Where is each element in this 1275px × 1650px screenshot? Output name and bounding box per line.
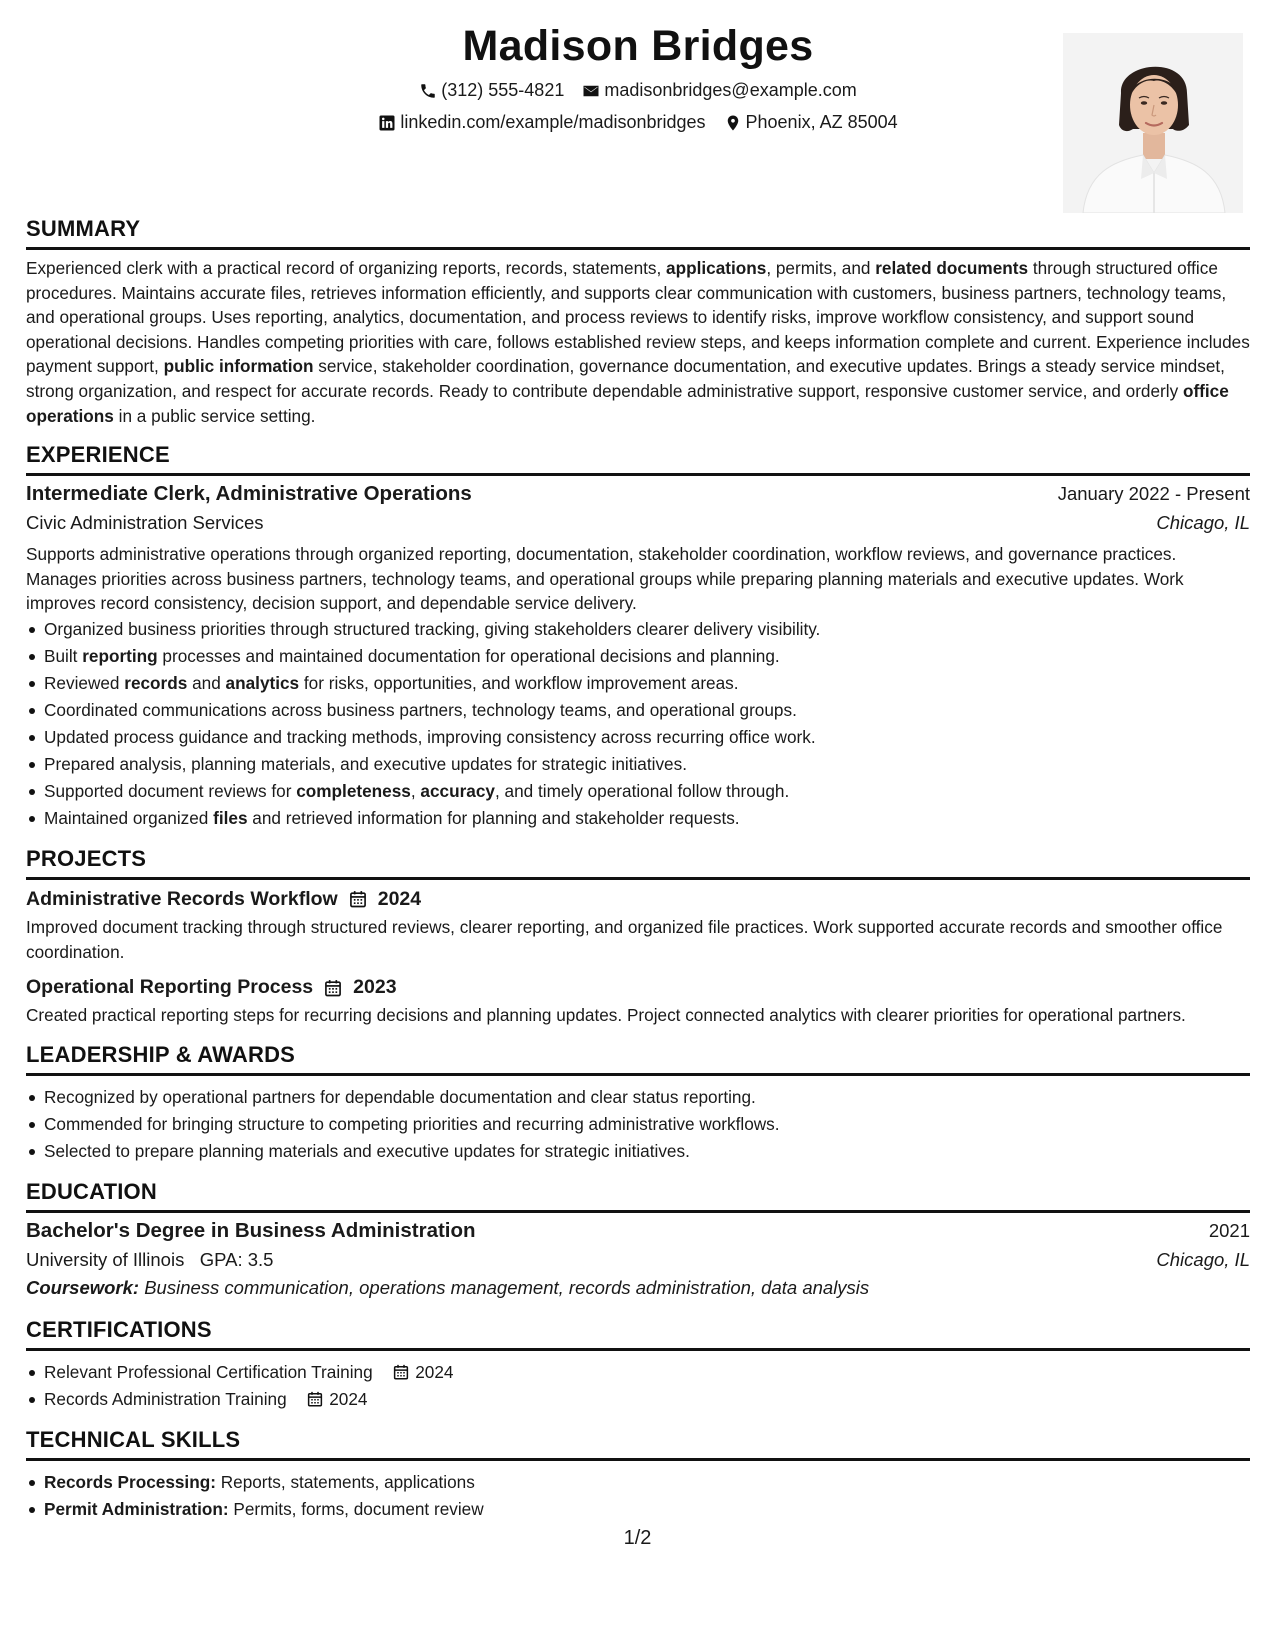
- bullet-bold: reporting: [82, 645, 158, 666]
- skill-label: Permit Administration:: [44, 1498, 229, 1519]
- leadership-section: [26, 1042, 1250, 1165]
- envelope-icon: [582, 82, 600, 100]
- projects-heading: PROJECTS: [26, 846, 1250, 880]
- certifications-list: [26, 1359, 1250, 1413]
- job-header-row: [26, 482, 1250, 506]
- coursework-text: Business communication, operations management, records administration, data analysis: [144, 1276, 870, 1298]
- project-description: Created practical reporting steps for recurring decisions and planning updates. Project connected analytics with clearer priorities for operational partners.: [26, 1005, 1186, 1026]
- leadership-list: [26, 1084, 1250, 1165]
- skill-label: Records Processing:: [44, 1471, 216, 1492]
- list-item: [44, 1496, 1250, 1523]
- bullet-text: and: [187, 672, 226, 693]
- experience-heading: EXPERIENCE: [26, 442, 1250, 476]
- bullet-text: Prepared analysis, planning materials, and executive updates for strategic initiatives.: [44, 753, 687, 774]
- summary-text-part: service, stakeholder coordination, governance documentation, and executive updates. Brings a steady service mindset, strong organization, and respect for accurate records. Ready to contribute dependable administrative support, responsive customer service, and orderly: [26, 356, 1225, 401]
- certification-entry: [44, 1386, 367, 1413]
- email-text: madisonbridges@example.com: [604, 80, 857, 100]
- bullet-text: Coordinated communications across business partners, technology teams, and operational groups.: [44, 699, 797, 720]
- summary-bold-term: applications: [666, 258, 767, 278]
- summary-text: [26, 256, 1250, 428]
- bullet-text: and retrieved information for planning and stakeholder requests.: [247, 807, 740, 828]
- bullet-text: Organized business priorities through structured tracking, giving stakeholders clearer delivery visibility.: [44, 618, 821, 639]
- education-heading: EDUCATION: [26, 1179, 1250, 1213]
- summary-section: [26, 216, 1250, 428]
- coursework: [26, 1277, 1250, 1299]
- calendar-icon: [392, 1363, 410, 1381]
- phone-contact[interactable]: [419, 80, 564, 101]
- calendar-icon: [348, 889, 368, 909]
- list-item: [44, 1386, 1250, 1413]
- summary-text-part: through structured office procedures. Maintains accurate files, retrieves information efficiently, and supports clear communication with customers, business partners, technology teams, and operational groups. Uses reporting, analytics, documentation, and process reviews to identify risks, improve workflow consistency, and support sound operational decisions. Handles competing priorities with care, follows established review steps, and keeps information complete and current. Experience includes payment support,: [26, 258, 1250, 377]
- gpa: GPA: 3.5: [199, 1248, 274, 1270]
- summary-text-part: , permits, and: [766, 258, 876, 278]
- skill-value: Permits, forms, document review: [233, 1498, 484, 1519]
- profile-photo: [1063, 33, 1243, 213]
- leadership-heading: LEADERSHIP & AWARDS: [26, 1042, 1250, 1076]
- degree-row: [26, 1219, 1250, 1243]
- job-description: Supports administrative operations through organized reporting, documentation, stakeholder coordination, workflow reviews, and governance practices. Manages priorities across business partners, technology teams, and operational groups while preparing planning materials and executive updates. Work improves record consistency, decision support, and dependable service delivery.: [26, 544, 1184, 614]
- calendar-icon: [323, 978, 343, 998]
- location-contact: [724, 112, 898, 133]
- linkedin-text: linkedin.com/example/madisonbridges: [400, 112, 706, 132]
- job-title: Intermediate Clerk, Administrative Operations: [26, 482, 472, 506]
- resume-header: [26, 0, 1250, 222]
- job-company-row: [26, 512, 1250, 534]
- certification-entry: [44, 1359, 453, 1386]
- bullet-text: , and timely operational follow through.: [494, 780, 790, 801]
- linkedin-contact[interactable]: [378, 112, 705, 133]
- summary-bold-term: related documents: [875, 258, 1029, 278]
- graduation-year: 2021: [1208, 1219, 1250, 1241]
- certification-year: 2024: [329, 1388, 368, 1409]
- summary-heading: SUMMARY: [26, 216, 1250, 250]
- project-name: Operational Reporting Process: [26, 976, 314, 999]
- email-contact[interactable]: [582, 80, 856, 101]
- page-number: 1/2: [623, 1527, 652, 1549]
- projects-section: [26, 846, 1250, 1028]
- degree-name: Bachelor's Degree in Business Administration: [26, 1218, 476, 1242]
- certification-name: Records Administration Training: [44, 1388, 287, 1409]
- list-item: [44, 643, 1250, 670]
- map-pin-icon: [724, 114, 742, 132]
- bullet-text: for risks, opportunities, and workflow improvement areas.: [299, 672, 739, 693]
- certification-name: Relevant Professional Certification Training: [44, 1361, 373, 1382]
- project-description: Improved document tracking through structured reviews, clearer reporting, and organized file practices. Work supported accurate records and smoother office coordination.: [26, 916, 1223, 962]
- project-year: 2023: [353, 976, 397, 999]
- project-year: 2024: [377, 887, 422, 910]
- project-title-row: [26, 976, 1250, 999]
- phone-text: (312) 555-4821: [441, 80, 565, 100]
- bullet-text: Updated process guidance and tracking methods, improving consistency across recurring office work.: [44, 726, 816, 747]
- list-item: [44, 724, 1250, 751]
- skills-section: [26, 1427, 1250, 1523]
- list-item: [44, 1359, 1250, 1386]
- experience-section: [26, 442, 1250, 832]
- list-item: [44, 697, 1250, 724]
- list-item: Recognized by operational partners for dependable documentation and clear status reporting.: [44, 1084, 1250, 1111]
- job-location: Chicago, IL: [1156, 512, 1250, 534]
- certifications-section: [26, 1317, 1250, 1413]
- bullet-text: Reviewed: [44, 672, 125, 693]
- phone-icon: [419, 82, 437, 100]
- list-item: Selected to prepare planning materials and executive updates for strategic initiatives.: [44, 1138, 1250, 1165]
- list-item: [44, 805, 1250, 832]
- skill-value: Reports, statements, applications: [220, 1471, 475, 1492]
- project-title-row: [26, 888, 1250, 911]
- bullet-bold: completeness: [296, 780, 411, 801]
- school-info: [26, 1249, 273, 1271]
- candidate-name: Madison Bridges: [462, 22, 814, 70]
- resume-page: [26, 0, 1250, 1523]
- list-item: [44, 778, 1250, 805]
- bullet-text: processes and maintained documentation for operational decisions and planning.: [157, 645, 780, 666]
- school-row: [26, 1249, 1250, 1271]
- coursework-label: Coursework:: [26, 1276, 140, 1298]
- bullet-text: Maintained organized: [44, 807, 214, 828]
- calendar-icon: [306, 1390, 324, 1408]
- summary-text-part: Experienced clerk with a practical record of organizing reports, records, statements,: [26, 258, 667, 278]
- list-item: [44, 616, 1250, 643]
- bullet-text: ,: [410, 780, 421, 801]
- bullet-bold: files: [213, 807, 248, 828]
- list-item: Commended for bringing structure to competing priorities and recurring administrative workflows.: [44, 1111, 1250, 1138]
- summary-bold-term: office operations: [26, 380, 1229, 426]
- list-item: [44, 670, 1250, 697]
- bullet-text: Supported document reviews for: [44, 780, 297, 801]
- school-name: University of Illinois: [26, 1248, 185, 1270]
- skills-heading: TECHNICAL SKILLS: [26, 1427, 1250, 1461]
- summary-text-part: in a public service setting.: [113, 405, 316, 426]
- education-section: [26, 1179, 1250, 1299]
- bullet-text: Built: [44, 645, 83, 666]
- school-location: Chicago, IL: [1156, 1248, 1250, 1270]
- list-item: [44, 751, 1250, 778]
- project-name: Administrative Records Workflow: [26, 887, 338, 910]
- bullet-bold: records: [124, 672, 188, 693]
- bullet-bold: accuracy: [420, 780, 495, 801]
- linkedin-icon: [378, 114, 396, 132]
- job-bullets: [26, 616, 1250, 832]
- company-name: Civic Administration Services: [26, 512, 264, 534]
- certifications-heading: CERTIFICATIONS: [26, 1317, 1250, 1351]
- certification-year: 2024: [415, 1361, 454, 1382]
- skills-list: [26, 1469, 1250, 1523]
- list-item: [44, 1469, 1250, 1496]
- summary-bold-term: public information: [163, 356, 314, 377]
- bullet-bold: analytics: [225, 672, 300, 693]
- location-text: Phoenix, AZ 85004: [745, 112, 898, 132]
- job-dates: January 2022 - Present: [1057, 483, 1250, 505]
